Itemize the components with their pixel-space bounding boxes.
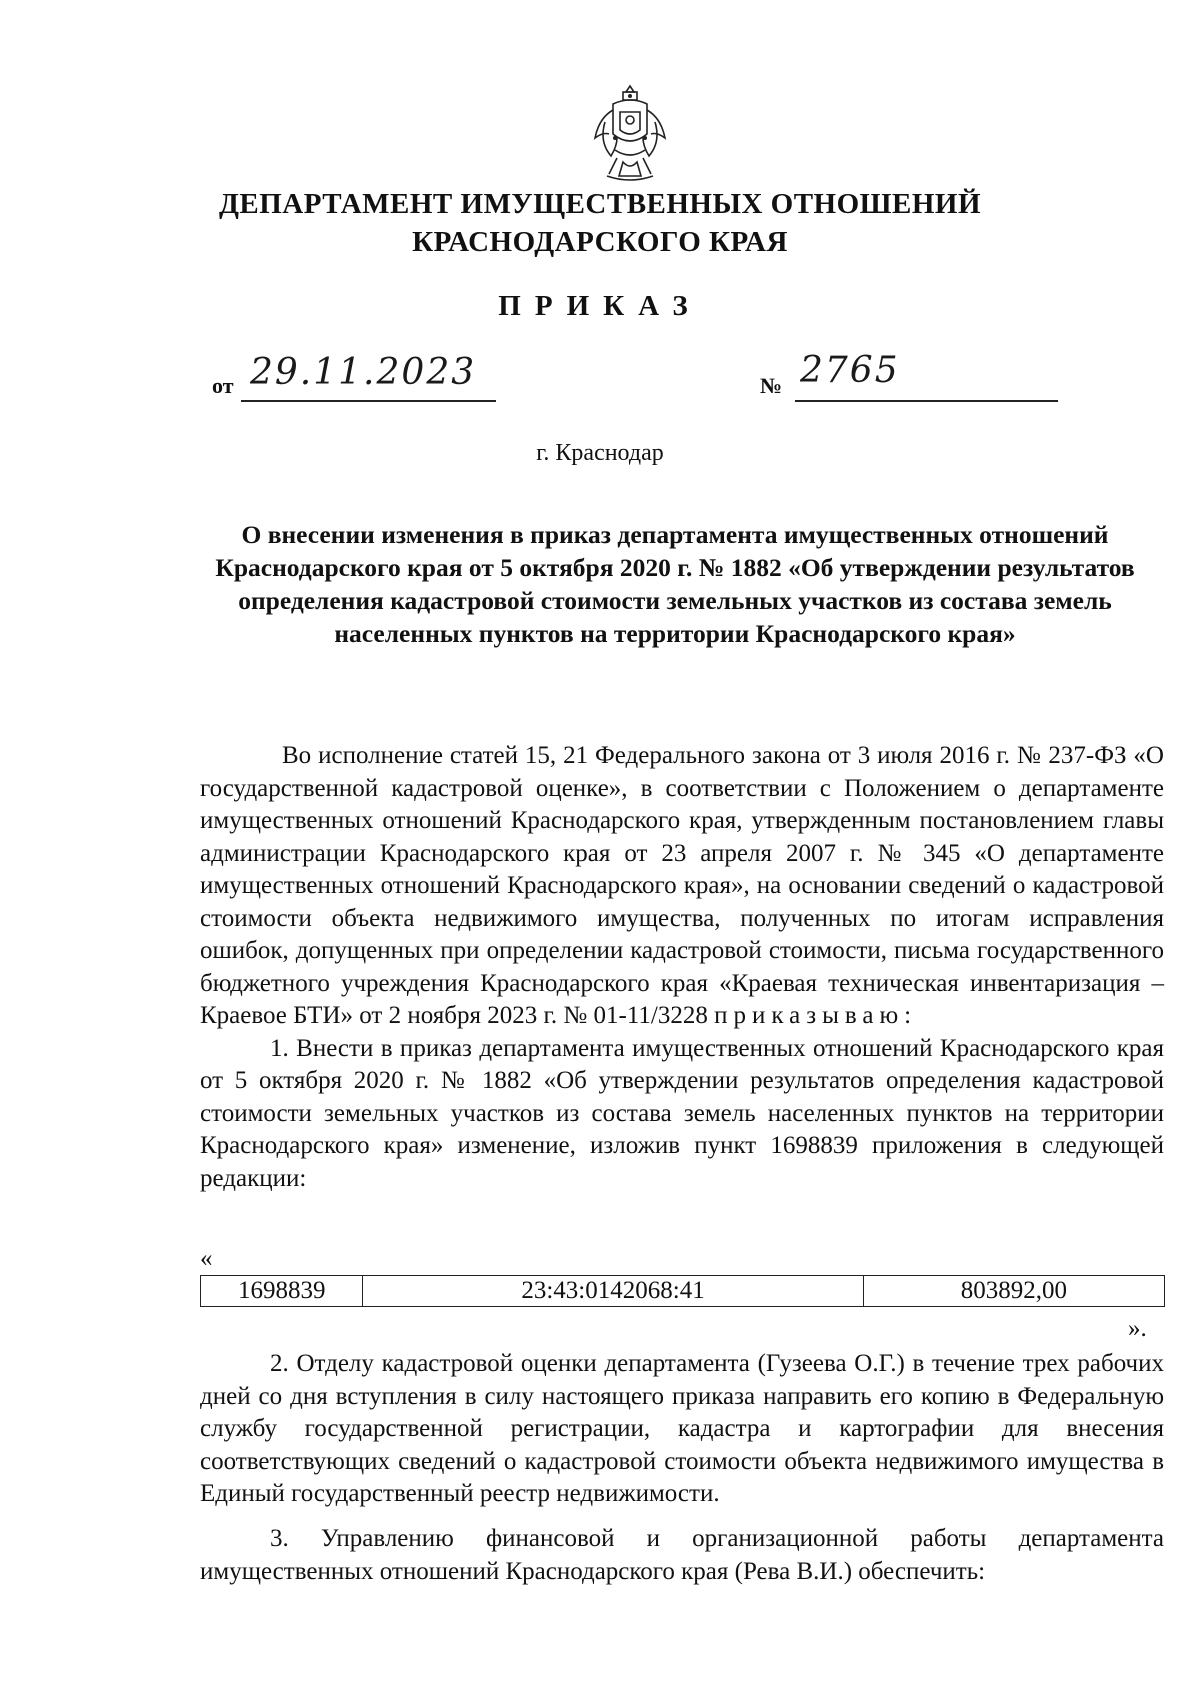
- document-title: О внесении изменения в приказ департамента имущественных отношений Краснодарского края от 5 октября 2020 г. № 1882 «Об утверждении результатов определения кадастровой стоимости земельных участков из состава земель населенных пунктов на территории Краснодарского края»: [215, 520, 1135, 648]
- cadastral-table: [200, 1275, 1165, 1307]
- quote-close: ».: [1128, 1315, 1147, 1342]
- date-label: от: [212, 373, 234, 398]
- department-name-line2: КРАСНОДАРСКОГО КРАЯ: [412, 226, 788, 258]
- order-word: приказываю:: [714, 1002, 918, 1029]
- handwritten-number: 2765: [800, 350, 900, 391]
- preamble-text: Во исполнение статей 15, 21 Федерального закона от 3 июля 2016 г. № 237-ФЗ «О государственной кадастровой оценке», в соответствии с Положением о департаменте имущественных отношений Краснодарского края, утвержденным постановлением главы администрации Краснодарского края от 23 апреля 2007 г. № 345 «О департаменте имущественных отношений Краснодарского края», на основании сведений о кадастровой стоимости объекта недвижимого имущества, полученных по итогам исправления ошибок, допущенных при определении кадастровой стоимости, письма государственного бюджетного учреждения Краснодарского края «Краевая техническая инвентаризация – Краевое БТИ» от 2 ноября 2023 г. № 01-11/3228: [200, 742, 1164, 1029]
- item-2: 2. Отделу кадастровой оценки департамента (Гузеева О.Г.) в течение трех рабочих дней со дня вступления в силу настоящего приказа направить его копию в Федеральную службу государственной регистрации, кадастра и картографии для внесения соответствующих сведений о кадастровой стоимости объекта недвижимого имущества в Единый государственный реестр недвижимости.: [200, 1350, 1164, 1507]
- table-row: [201, 1276, 1165, 1307]
- document-type-heading: ПРИКАЗ: [498, 290, 702, 322]
- city: г. Краснодар: [536, 440, 664, 466]
- table-cell-cadastral-value: 803892,00: [863, 1276, 1164, 1307]
- table-cell-item-number: 1698839: [201, 1276, 363, 1307]
- item-1: 1. Внести в приказ департамента имущественных отношений Краснодарского края от 5 октября 2020 г. № 1882 «Об утверждении результатов определения кадастровой стоимости земельных участков из состава земель населенных пунктов на территории Краснодарского края» изменение, изложив пункт 1698839 приложения в следующей редакции:: [200, 1034, 1164, 1192]
- number-underline: [795, 400, 1058, 402]
- preamble-paragraph: [200, 740, 1164, 1195]
- date-underline: [241, 400, 496, 402]
- table-cell-cadastral-number: 23:43:0142068:41: [363, 1276, 863, 1307]
- number-label: №: [760, 373, 783, 398]
- quote-open: «: [200, 1245, 213, 1272]
- krasnodar-coat-of-arms-icon: [585, 82, 675, 187]
- handwritten-date: 29.11.2023: [250, 352, 477, 393]
- department-name-line1: ДЕПАРТАМЕНТ ИМУЩЕСТВЕННЫХ ОТНОШЕНИЙ: [218, 188, 982, 220]
- item-3: 3. Управлению финансовой и организационной работы департамента имущественных отношений Краснодарского края (Рева В.И.) обеспечить:: [200, 1525, 1164, 1585]
